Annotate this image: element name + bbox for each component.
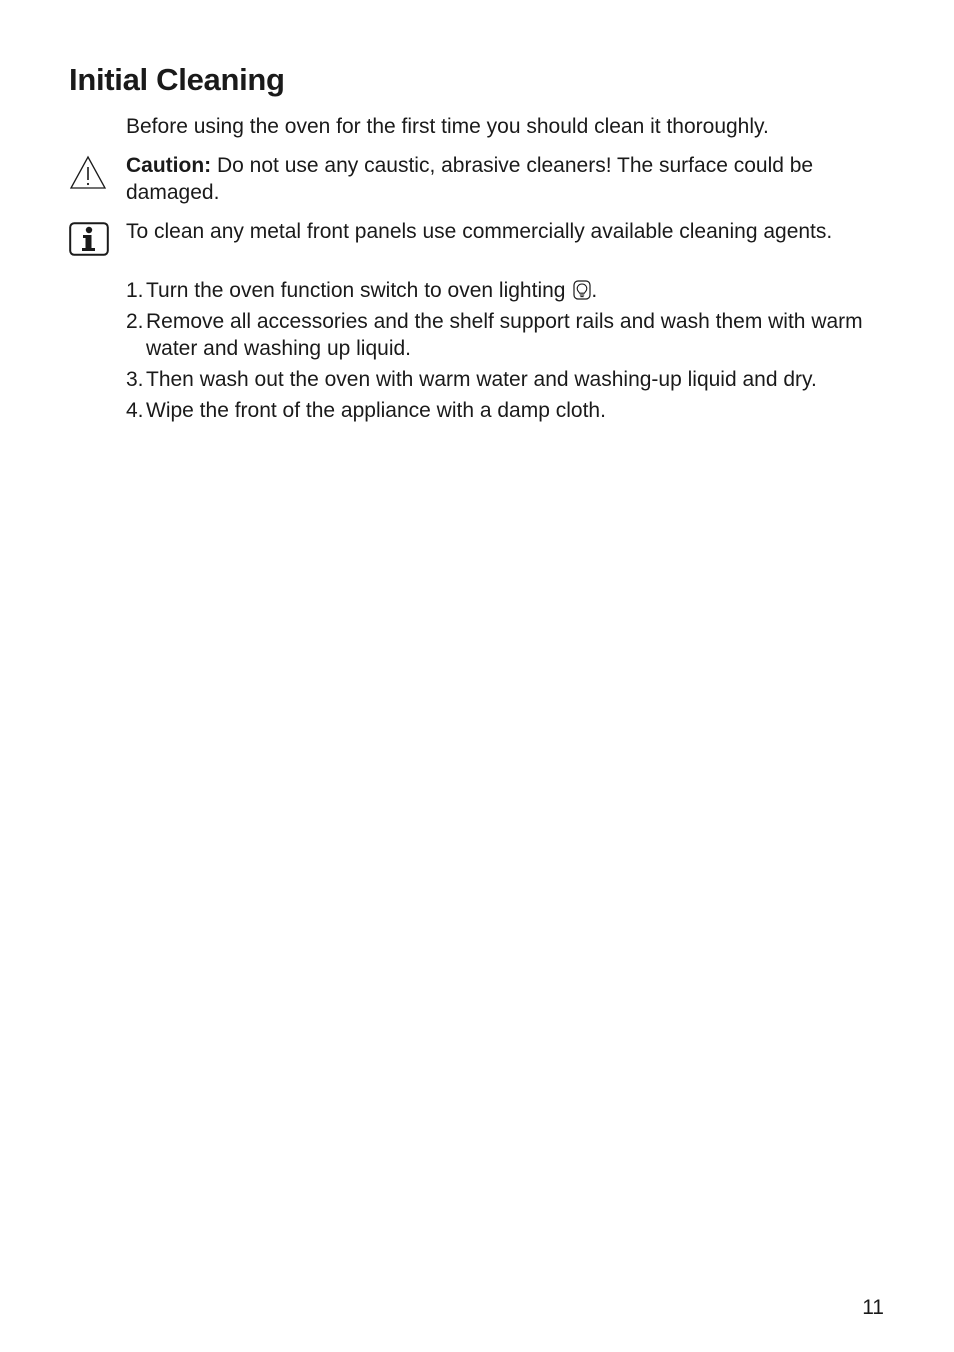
intro-paragraph: Before using the oven for the first time you should clean it thoroughly. <box>126 115 769 138</box>
step-number: 4. <box>126 399 144 422</box>
list-item <box>126 366 896 393</box>
step-text: Turn the oven function switch to oven lighting <box>146 279 572 302</box>
step-number: 2. <box>126 310 144 333</box>
caution-text: Do not use any caustic, abrasive cleaners! The surface could be damaged. <box>126 154 814 204</box>
step-text: Wipe the front of the appliance with a damp cloth. <box>146 399 606 422</box>
step-text: Then wash out the oven with warm water and washing-up liquid and dry. <box>146 368 817 391</box>
page-title: Initial Cleaning <box>69 62 285 97</box>
caution-label: Caution: <box>126 154 212 177</box>
page-number: 11 <box>862 1296 884 1319</box>
oven-light-bulb-icon <box>573 280 591 300</box>
warning-triangle-icon <box>69 155 107 190</box>
cleaning-steps <box>126 277 896 428</box>
step-suffix: . <box>591 279 598 302</box>
info-note: To clean any metal front panels use commercially available cleaning agents. <box>126 220 833 243</box>
step-text: Remove all accessories and the shelf support rails and wash them with warm water and washing up liquid. <box>146 310 863 360</box>
caution-note <box>126 152 896 206</box>
list-item <box>126 277 896 304</box>
list-item <box>126 308 896 362</box>
list-item <box>126 397 896 424</box>
info-icon <box>69 222 109 256</box>
step-number: 1. <box>126 279 144 302</box>
step-number: 3. <box>126 368 144 391</box>
